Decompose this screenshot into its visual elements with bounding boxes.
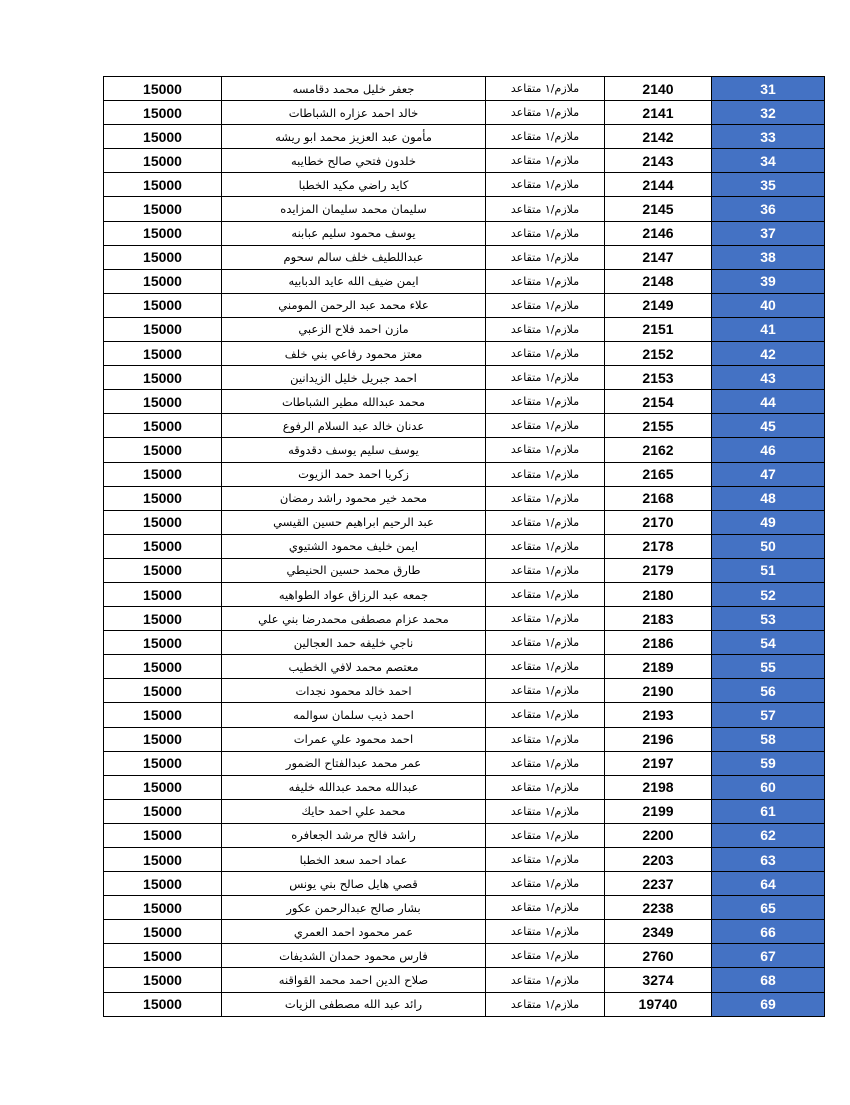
table-row bbox=[104, 558, 825, 582]
sequence-cell: 44 bbox=[712, 390, 825, 414]
code-cell: 2199 bbox=[605, 799, 712, 823]
rank-cell: ملازم/١ متقاعد bbox=[486, 317, 605, 341]
amount-cell: 15000 bbox=[104, 775, 222, 799]
table-row bbox=[104, 992, 825, 1016]
code-cell: 2155 bbox=[605, 414, 712, 438]
code-cell: 2142 bbox=[605, 125, 712, 149]
amount-cell: 15000 bbox=[104, 703, 222, 727]
code-cell: 2197 bbox=[605, 751, 712, 775]
code-cell: 2760 bbox=[605, 944, 712, 968]
table-row bbox=[104, 751, 825, 775]
rank-cell: ملازم/١ متقاعد bbox=[486, 101, 605, 125]
name-cell: جمعه عبد الرزاق عواد الطواهيه bbox=[222, 582, 486, 606]
rank-cell: ملازم/١ متقاعد bbox=[486, 342, 605, 366]
sequence-cell: 40 bbox=[712, 293, 825, 317]
name-cell: معتز محمود رفاعي بني خلف bbox=[222, 342, 486, 366]
sequence-cell: 38 bbox=[712, 245, 825, 269]
name-cell: كايد راضي مكيد الخطبا bbox=[222, 173, 486, 197]
amount-cell: 15000 bbox=[104, 101, 222, 125]
rank-cell: ملازم/١ متقاعد bbox=[486, 558, 605, 582]
sequence-cell: 47 bbox=[712, 462, 825, 486]
table-row bbox=[104, 77, 825, 101]
sequence-cell: 57 bbox=[712, 703, 825, 727]
sequence-cell: 41 bbox=[712, 317, 825, 341]
amount-cell: 15000 bbox=[104, 799, 222, 823]
sequence-cell: 49 bbox=[712, 510, 825, 534]
code-cell: 2189 bbox=[605, 655, 712, 679]
sequence-cell: 42 bbox=[712, 342, 825, 366]
name-cell: محمد عبدالله مطير الشباطات bbox=[222, 390, 486, 414]
table-row bbox=[104, 655, 825, 679]
code-cell: 2179 bbox=[605, 558, 712, 582]
name-cell: طارق محمد حسين الحنيطي bbox=[222, 558, 486, 582]
rank-cell: ملازم/١ متقاعد bbox=[486, 414, 605, 438]
table-row bbox=[104, 486, 825, 510]
rank-cell: ملازم/١ متقاعد bbox=[486, 751, 605, 775]
amount-cell: 15000 bbox=[104, 438, 222, 462]
name-cell: يوسف محمود سليم عبابنه bbox=[222, 221, 486, 245]
name-cell: معتصم محمد لافي الخطيب bbox=[222, 655, 486, 679]
table-row bbox=[104, 944, 825, 968]
code-cell: 2190 bbox=[605, 679, 712, 703]
amount-cell: 15000 bbox=[104, 848, 222, 872]
code-cell: 2140 bbox=[605, 77, 712, 101]
sequence-cell: 43 bbox=[712, 366, 825, 390]
name-cell: عماد احمد سعد الخطبا bbox=[222, 848, 486, 872]
sequence-cell: 60 bbox=[712, 775, 825, 799]
name-cell: سليمان محمد سليمان المزايده bbox=[222, 197, 486, 221]
code-cell: 2145 bbox=[605, 197, 712, 221]
amount-cell: 15000 bbox=[104, 751, 222, 775]
table-row bbox=[104, 438, 825, 462]
amount-cell: 15000 bbox=[104, 293, 222, 317]
rank-cell: ملازم/١ متقاعد bbox=[486, 486, 605, 510]
name-cell: محمد علي احمد حايك bbox=[222, 799, 486, 823]
name-cell: خلدون فتحي صالح خطايبه bbox=[222, 149, 486, 173]
code-cell: 2203 bbox=[605, 848, 712, 872]
name-cell: محمد خير محمود راشد رمضان bbox=[222, 486, 486, 510]
amount-cell: 15000 bbox=[104, 510, 222, 534]
rank-cell: ملازم/١ متقاعد bbox=[486, 245, 605, 269]
rank-cell: ملازم/١ متقاعد bbox=[486, 944, 605, 968]
name-cell: رائد عبد الله مصطفى الزيات bbox=[222, 992, 486, 1016]
rank-cell: ملازم/١ متقاعد bbox=[486, 631, 605, 655]
rank-cell: ملازم/١ متقاعد bbox=[486, 920, 605, 944]
sequence-cell: 48 bbox=[712, 486, 825, 510]
code-cell: 2178 bbox=[605, 534, 712, 558]
code-cell: 2237 bbox=[605, 872, 712, 896]
table-row bbox=[104, 101, 825, 125]
amount-cell: 15000 bbox=[104, 197, 222, 221]
table-row bbox=[104, 197, 825, 221]
code-cell: 2349 bbox=[605, 920, 712, 944]
code-cell: 2200 bbox=[605, 823, 712, 847]
code-cell: 2183 bbox=[605, 607, 712, 631]
amount-cell: 15000 bbox=[104, 631, 222, 655]
table-row bbox=[104, 848, 825, 872]
amount-cell: 15000 bbox=[104, 390, 222, 414]
table-row bbox=[104, 342, 825, 366]
rank-cell: ملازم/١ متقاعد bbox=[486, 293, 605, 317]
roster-sheet bbox=[103, 76, 821, 1017]
table-row bbox=[104, 920, 825, 944]
amount-cell: 15000 bbox=[104, 920, 222, 944]
name-cell: مازن احمد فلاح الزعبي bbox=[222, 317, 486, 341]
rank-cell: ملازم/١ متقاعد bbox=[486, 848, 605, 872]
rank-cell: ملازم/١ متقاعد bbox=[486, 390, 605, 414]
name-cell: زكريا احمد حمد الزيوت bbox=[222, 462, 486, 486]
name-cell: عبدالله محمد عبدالله خليفه bbox=[222, 775, 486, 799]
sequence-cell: 36 bbox=[712, 197, 825, 221]
code-cell: 3274 bbox=[605, 968, 712, 992]
code-cell: 2148 bbox=[605, 269, 712, 293]
name-cell: خالد احمد عزاره الشباطات bbox=[222, 101, 486, 125]
name-cell: علاء محمد عبد الرحمن المومني bbox=[222, 293, 486, 317]
rank-cell: ملازم/١ متقاعد bbox=[486, 992, 605, 1016]
roster-table-body bbox=[104, 77, 825, 1017]
code-cell: 2147 bbox=[605, 245, 712, 269]
rank-cell: ملازم/١ متقاعد bbox=[486, 534, 605, 558]
rank-cell: ملازم/١ متقاعد bbox=[486, 149, 605, 173]
sequence-cell: 51 bbox=[712, 558, 825, 582]
table-row bbox=[104, 799, 825, 823]
table-row bbox=[104, 245, 825, 269]
rank-cell: ملازم/١ متقاعد bbox=[486, 366, 605, 390]
sequence-cell: 64 bbox=[712, 872, 825, 896]
code-cell: 2238 bbox=[605, 896, 712, 920]
rank-cell: ملازم/١ متقاعد bbox=[486, 125, 605, 149]
rank-cell: ملازم/١ متقاعد bbox=[486, 77, 605, 101]
amount-cell: 15000 bbox=[104, 872, 222, 896]
amount-cell: 15000 bbox=[104, 823, 222, 847]
name-cell: عمر محمد عبدالفتاح الضمور bbox=[222, 751, 486, 775]
table-row bbox=[104, 173, 825, 197]
table-row bbox=[104, 125, 825, 149]
sequence-cell: 67 bbox=[712, 944, 825, 968]
name-cell: يوسف سليم يوسف دقدوقه bbox=[222, 438, 486, 462]
sequence-cell: 68 bbox=[712, 968, 825, 992]
name-cell: احمد خالد محمود نجدات bbox=[222, 679, 486, 703]
table-row bbox=[104, 727, 825, 751]
sequence-cell: 56 bbox=[712, 679, 825, 703]
rank-cell: ملازم/١ متقاعد bbox=[486, 775, 605, 799]
amount-cell: 15000 bbox=[104, 342, 222, 366]
sequence-cell: 53 bbox=[712, 607, 825, 631]
name-cell: فارس محمود حمدان الشديفات bbox=[222, 944, 486, 968]
table-row bbox=[104, 462, 825, 486]
sequence-cell: 54 bbox=[712, 631, 825, 655]
table-row bbox=[104, 607, 825, 631]
rank-cell: ملازم/١ متقاعد bbox=[486, 823, 605, 847]
name-cell: عبداللطيف خلف سالم سحوم bbox=[222, 245, 486, 269]
name-cell: جعفر خليل محمد دقامسه bbox=[222, 77, 486, 101]
amount-cell: 15000 bbox=[104, 582, 222, 606]
code-cell: 2165 bbox=[605, 462, 712, 486]
sequence-cell: 62 bbox=[712, 823, 825, 847]
table-row bbox=[104, 631, 825, 655]
sequence-cell: 58 bbox=[712, 727, 825, 751]
sequence-cell: 52 bbox=[712, 582, 825, 606]
rank-cell: ملازم/١ متقاعد bbox=[486, 582, 605, 606]
table-row bbox=[104, 149, 825, 173]
name-cell: عدنان خالد عبد السلام الرفوع bbox=[222, 414, 486, 438]
rank-cell: ملازم/١ متقاعد bbox=[486, 799, 605, 823]
table-row bbox=[104, 872, 825, 896]
amount-cell: 15000 bbox=[104, 655, 222, 679]
table-row bbox=[104, 269, 825, 293]
name-cell: قصي هايل صالح بني يونس bbox=[222, 872, 486, 896]
code-cell: 2149 bbox=[605, 293, 712, 317]
sequence-cell: 32 bbox=[712, 101, 825, 125]
table-row bbox=[104, 679, 825, 703]
rank-cell: ملازم/١ متقاعد bbox=[486, 896, 605, 920]
code-cell: 2153 bbox=[605, 366, 712, 390]
table-row bbox=[104, 414, 825, 438]
rank-cell: ملازم/١ متقاعد bbox=[486, 727, 605, 751]
table-row bbox=[104, 390, 825, 414]
sequence-cell: 55 bbox=[712, 655, 825, 679]
rank-cell: ملازم/١ متقاعد bbox=[486, 269, 605, 293]
name-cell: محمد عزام مصطفى محمدرضا بني علي bbox=[222, 607, 486, 631]
code-cell: 2152 bbox=[605, 342, 712, 366]
rank-cell: ملازم/١ متقاعد bbox=[486, 968, 605, 992]
table-row bbox=[104, 534, 825, 558]
table-row bbox=[104, 703, 825, 727]
rank-cell: ملازم/١ متقاعد bbox=[486, 221, 605, 245]
table-row bbox=[104, 293, 825, 317]
code-cell: 2198 bbox=[605, 775, 712, 799]
sequence-cell: 63 bbox=[712, 848, 825, 872]
name-cell: راشد فالح مرشد الجعافره bbox=[222, 823, 486, 847]
amount-cell: 15000 bbox=[104, 462, 222, 486]
name-cell: ايمن ضيف الله عايد الدبابيه bbox=[222, 269, 486, 293]
amount-cell: 15000 bbox=[104, 558, 222, 582]
name-cell: ناجي خليفه حمد العجالين bbox=[222, 631, 486, 655]
amount-cell: 15000 bbox=[104, 944, 222, 968]
code-cell: 2186 bbox=[605, 631, 712, 655]
table-row bbox=[104, 775, 825, 799]
amount-cell: 15000 bbox=[104, 366, 222, 390]
amount-cell: 15000 bbox=[104, 992, 222, 1016]
name-cell: عمر محمود احمد العمري bbox=[222, 920, 486, 944]
code-cell: 2144 bbox=[605, 173, 712, 197]
name-cell: عبد الرحيم ابراهيم حسين القيسي bbox=[222, 510, 486, 534]
sequence-cell: 66 bbox=[712, 920, 825, 944]
sequence-cell: 45 bbox=[712, 414, 825, 438]
sequence-cell: 46 bbox=[712, 438, 825, 462]
sequence-cell: 35 bbox=[712, 173, 825, 197]
amount-cell: 15000 bbox=[104, 727, 222, 751]
code-cell: 2141 bbox=[605, 101, 712, 125]
sequence-cell: 69 bbox=[712, 992, 825, 1016]
code-cell: 2151 bbox=[605, 317, 712, 341]
sequence-cell: 65 bbox=[712, 896, 825, 920]
table-row bbox=[104, 317, 825, 341]
name-cell: احمد جبريل خليل الزيدانين bbox=[222, 366, 486, 390]
code-cell: 2193 bbox=[605, 703, 712, 727]
amount-cell: 15000 bbox=[104, 679, 222, 703]
amount-cell: 15000 bbox=[104, 149, 222, 173]
name-cell: احمد محمود علي عمرات bbox=[222, 727, 486, 751]
sequence-cell: 37 bbox=[712, 221, 825, 245]
amount-cell: 15000 bbox=[104, 245, 222, 269]
rank-cell: ملازم/١ متقاعد bbox=[486, 607, 605, 631]
code-cell: 2162 bbox=[605, 438, 712, 462]
sequence-cell: 61 bbox=[712, 799, 825, 823]
sequence-cell: 50 bbox=[712, 534, 825, 558]
sequence-cell: 34 bbox=[712, 149, 825, 173]
rank-cell: ملازم/١ متقاعد bbox=[486, 703, 605, 727]
amount-cell: 15000 bbox=[104, 269, 222, 293]
table-row bbox=[104, 896, 825, 920]
table-row bbox=[104, 582, 825, 606]
amount-cell: 15000 bbox=[104, 77, 222, 101]
sequence-cell: 33 bbox=[712, 125, 825, 149]
rank-cell: ملازم/١ متقاعد bbox=[486, 872, 605, 896]
rank-cell: ملازم/١ متقاعد bbox=[486, 197, 605, 221]
table-row bbox=[104, 968, 825, 992]
rank-cell: ملازم/١ متقاعد bbox=[486, 173, 605, 197]
table-row bbox=[104, 510, 825, 534]
code-cell: 2154 bbox=[605, 390, 712, 414]
amount-cell: 15000 bbox=[104, 414, 222, 438]
rank-cell: ملازم/١ متقاعد bbox=[486, 510, 605, 534]
code-cell: 2143 bbox=[605, 149, 712, 173]
sequence-cell: 31 bbox=[712, 77, 825, 101]
name-cell: احمد ذيب سلمان سوالمه bbox=[222, 703, 486, 727]
name-cell: مأمون عبد العزيز محمد ابو ريشه bbox=[222, 125, 486, 149]
amount-cell: 15000 bbox=[104, 221, 222, 245]
amount-cell: 15000 bbox=[104, 486, 222, 510]
code-cell: 2146 bbox=[605, 221, 712, 245]
amount-cell: 15000 bbox=[104, 125, 222, 149]
table-row bbox=[104, 823, 825, 847]
code-cell: 19740 bbox=[605, 992, 712, 1016]
code-cell: 2168 bbox=[605, 486, 712, 510]
amount-cell: 15000 bbox=[104, 317, 222, 341]
amount-cell: 15000 bbox=[104, 968, 222, 992]
amount-cell: 15000 bbox=[104, 173, 222, 197]
rank-cell: ملازم/١ متقاعد bbox=[486, 438, 605, 462]
name-cell: ايمن خليف محمود الشتيوي bbox=[222, 534, 486, 558]
roster-table bbox=[103, 76, 825, 1017]
code-cell: 2170 bbox=[605, 510, 712, 534]
code-cell: 2180 bbox=[605, 582, 712, 606]
sequence-cell: 39 bbox=[712, 269, 825, 293]
sequence-cell: 59 bbox=[712, 751, 825, 775]
code-cell: 2196 bbox=[605, 727, 712, 751]
name-cell: صلاح الدين احمد محمد القواقنه bbox=[222, 968, 486, 992]
amount-cell: 15000 bbox=[104, 607, 222, 631]
table-row bbox=[104, 366, 825, 390]
amount-cell: 15000 bbox=[104, 534, 222, 558]
table-row bbox=[104, 221, 825, 245]
rank-cell: ملازم/١ متقاعد bbox=[486, 679, 605, 703]
amount-cell: 15000 bbox=[104, 896, 222, 920]
rank-cell: ملازم/١ متقاعد bbox=[486, 655, 605, 679]
name-cell: بشار صالح عبدالرحمن عكور bbox=[222, 896, 486, 920]
rank-cell: ملازم/١ متقاعد bbox=[486, 462, 605, 486]
